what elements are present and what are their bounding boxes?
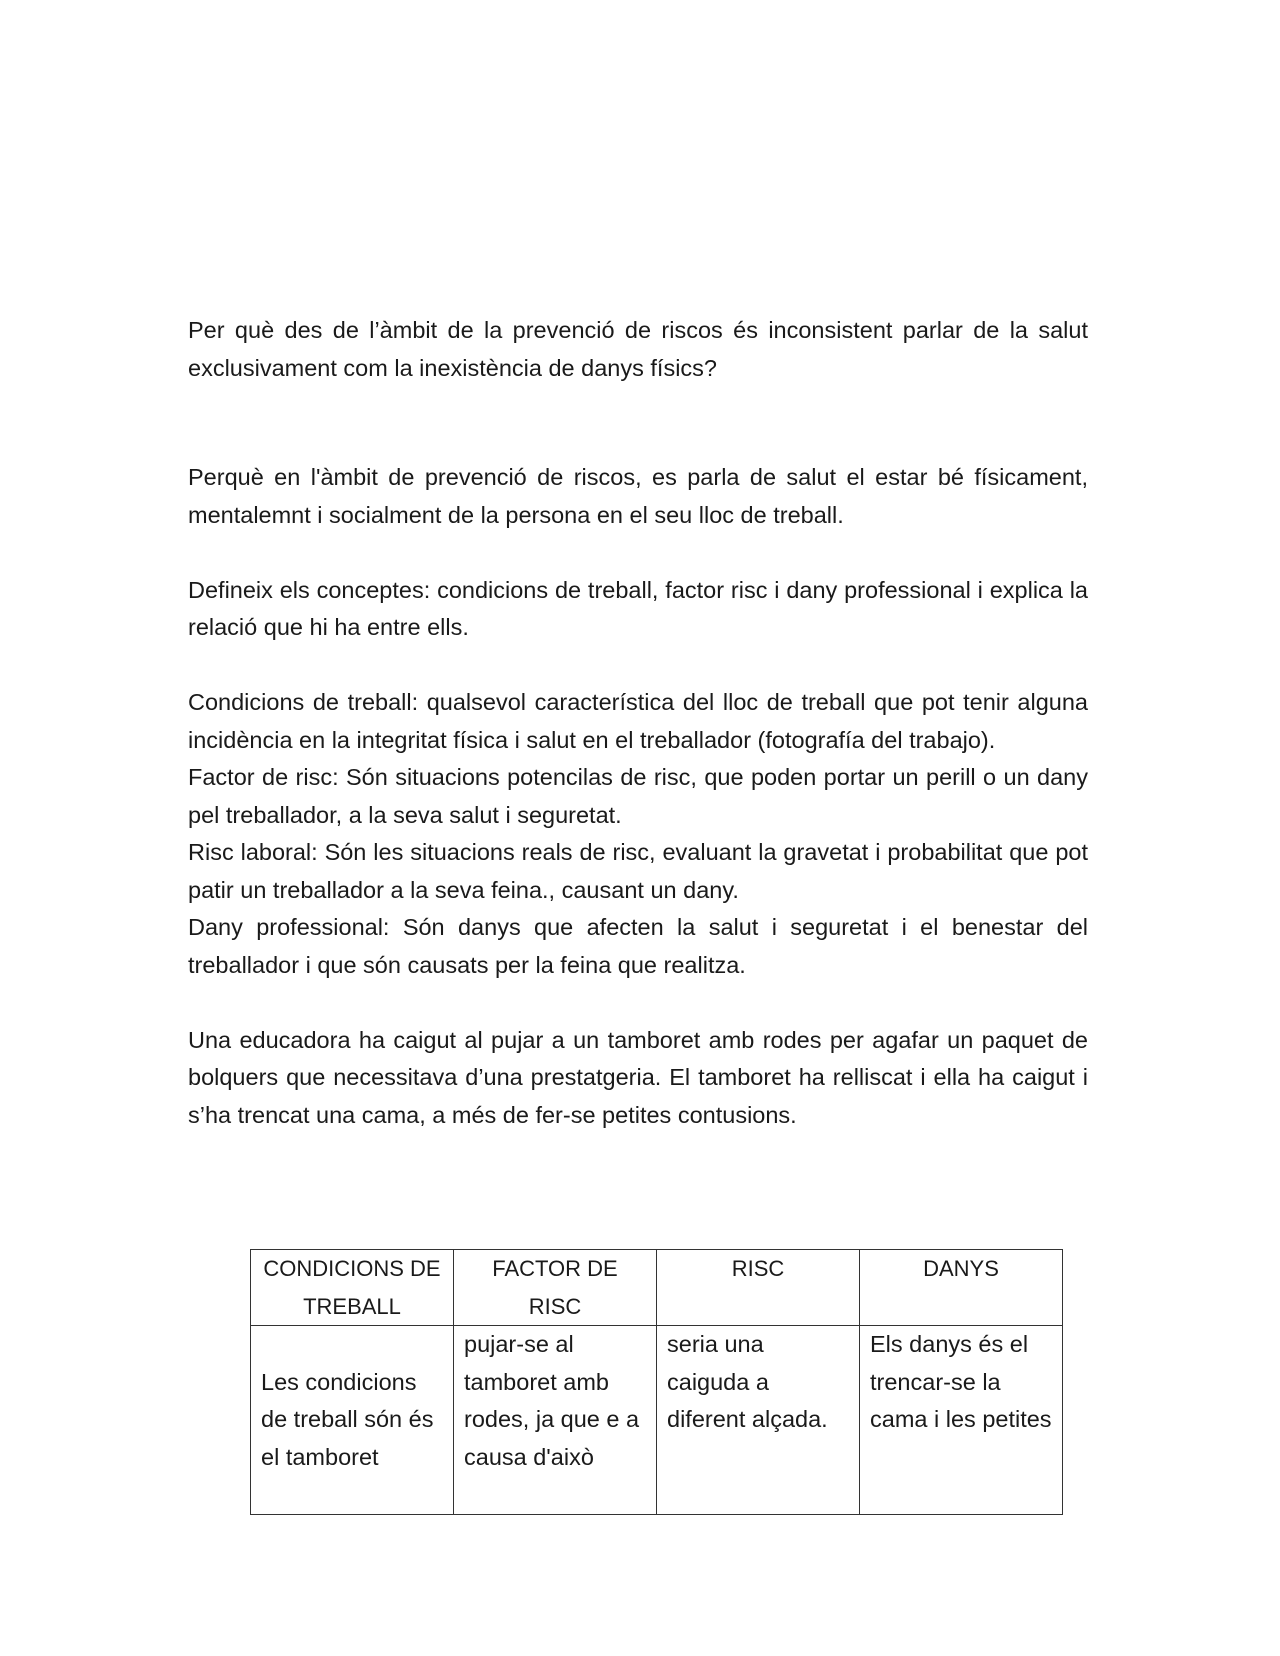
case-description: Una educadora ha caigut al pujar a un tamboret amb rodes per agafar un paquet de bolquers que necessitava d’una prestatgeria. El tamboret ha relliscat i ella ha caigut i s’ha trencat una cama, a més de fer-se petites contusions.: [188, 1026, 1088, 1128]
header-factor-risc: FACTOR DE RISC: [454, 1250, 657, 1326]
header-risc: RISC: [657, 1250, 860, 1326]
cell-risc: seria una caiguda a diferent alçada.: [657, 1326, 860, 1515]
analysis-table: [250, 1249, 1063, 1515]
table-header-row: [251, 1250, 1063, 1326]
document-body: [188, 312, 1088, 1134]
analysis-table-wrapper: [250, 1249, 1063, 1515]
header-condicions: CONDICIONS DE TREBALL: [251, 1250, 454, 1326]
table-row: [251, 1326, 1063, 1515]
definition-professional-damage: Dany professional: Són danys que afecten la salut i seguretat i el benestar del treballador i que són causats per la feina que realitza.: [188, 914, 1088, 978]
definition-working-conditions: Condicions de treball: qualsevol característica del lloc de treball que pot tenir alguna incidència en la integritat física i salut en el treballador (fotografía del trabajo).: [188, 689, 1088, 753]
cell-condicions: Les condicions de treball són és el tamboret: [251, 1326, 454, 1515]
answer-1: Perquè en l'àmbit de prevenció de riscos, es parla de salut el estar bé físicament, mentalemnt i socialment de la persona en el seu lloc de treball.: [188, 464, 1088, 528]
header-danys: DANYS: [860, 1250, 1063, 1326]
definition-risk-factor: Factor de risc: Són situacions potencilas de risc, que poden portar un perill o un dany pel treballador, a la seva salut i seguretat.: [188, 764, 1088, 828]
cell-factor-risc: pujar-se al tamboret amb rodes, ja que e a causa d'això: [454, 1326, 657, 1515]
definition-occupational-risk: Risc laboral: Són les situacions reals de risc, evaluant la gravetat i probabilitat que pot patir un treballador a la seva feina., causant un dany.: [188, 839, 1088, 903]
question-1: Per què des de l’àmbit de la prevenció de riscos és inconsistent parlar de la salut exclusivament com la inexistència de danys físics?: [188, 317, 1088, 381]
question-2: Defineix els conceptes: condicions de treball, factor risc i dany professional i explica la relació que hi ha entre ells.: [188, 576, 1088, 640]
cell-danys: Els danys és el trencar-se la cama i les petites: [860, 1326, 1063, 1515]
